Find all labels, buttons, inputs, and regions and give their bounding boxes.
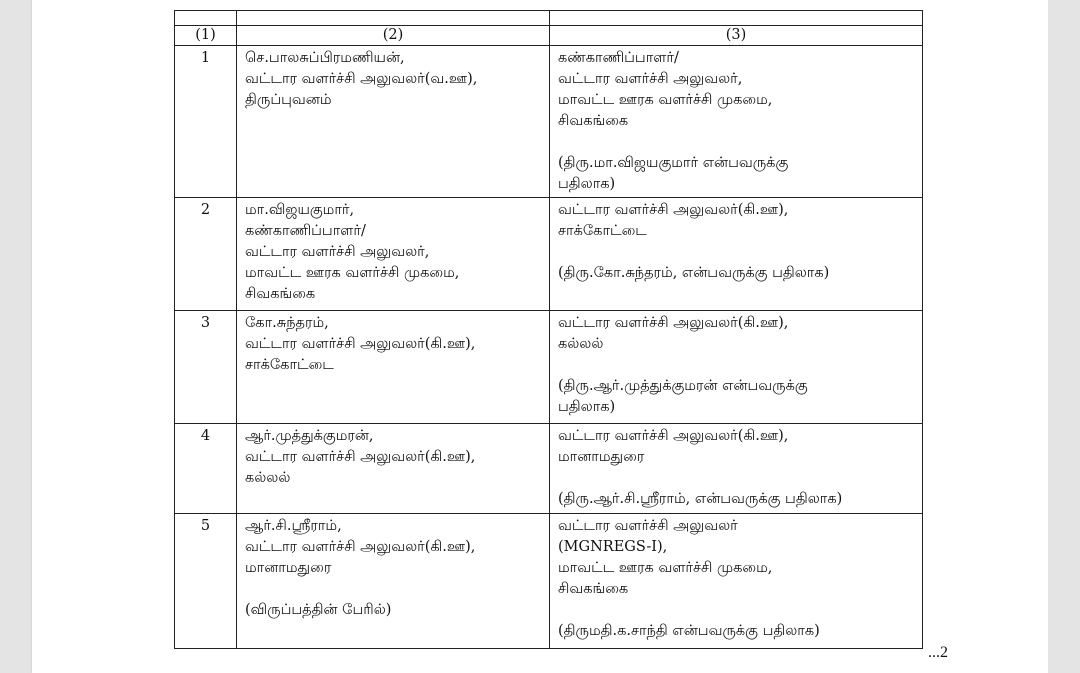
cell-line: (MGNREGS-I), [558, 539, 668, 555]
header-col-2: (2) [237, 26, 550, 46]
new-posting-cell [550, 46, 923, 198]
cell-line: மாவட்ட ஊரக வளர்ச்சி முகமை, [245, 265, 460, 281]
replacement-note: (திரு.ஆர்.முத்துக்குமரன் என்பவருக்கு [558, 378, 808, 394]
row-number: 5 [175, 514, 237, 649]
cell-line: வட்டார வளர்ச்சி அலுவலர்(கி.ஊ), [245, 539, 476, 555]
header-col-3: (3) [550, 26, 923, 46]
cell-line: வட்டார வளர்ச்சி அலுவலர்(கி.ஊ), [558, 315, 789, 331]
cell-line: வட்டார வளர்ச்சி அலுவலர், [558, 71, 743, 87]
cell-line: கோ.சுந்தரம், [245, 315, 329, 331]
row-number: 4 [175, 424, 237, 514]
row-number: 2 [175, 198, 237, 311]
header-col-1: (1) [175, 26, 237, 46]
cell-line: சிவகங்கை [245, 286, 316, 302]
cell-line: வட்டார வளர்ச்சி அலுவலர் [558, 518, 738, 534]
preference-note: (விருப்பத்தின் பேரில்) [245, 602, 392, 618]
row-number: 3 [175, 311, 237, 424]
cell-line: ஆர்.முத்துக்குமரன், [245, 428, 374, 444]
page-continuation-marker: ...2 [928, 644, 948, 661]
current-posting-cell [237, 46, 550, 198]
cell-line: வட்டார வளர்ச்சி அலுவலர், [245, 244, 430, 260]
table-row [175, 514, 923, 649]
table-row [175, 198, 923, 311]
cell-line: சிவகங்கை [558, 581, 629, 597]
cell-line: ஆர்.சி.ஸ்ரீராம், [245, 518, 342, 534]
new-posting-cell [550, 198, 923, 311]
cell-line: கல்லல் [558, 336, 604, 352]
viewer-margin-right [1048, 0, 1080, 673]
current-posting-cell [237, 424, 550, 514]
current-posting-cell [237, 198, 550, 311]
cell-line: சாக்கோட்டை [245, 357, 334, 373]
new-posting-cell [550, 311, 923, 424]
cell-line: மானாமதுரை [558, 449, 645, 465]
cell-line: மானாமதுரை [245, 560, 332, 576]
replacement-note: (திரு.கோ.சுந்தரம், என்பவருக்கு பதிலாக) [558, 265, 830, 281]
cell-line: வட்டார வளர்ச்சி அலுவலர்(கி.ஊ), [558, 202, 789, 218]
viewer-margin-left [0, 0, 32, 673]
cell-line: திருப்புவனம் [245, 92, 332, 108]
cell-line: செ.பாலசுப்பிரமணியன், [245, 50, 405, 66]
replacement-note: (திரு.மா.விஜயகுமார் என்பவருக்கு [558, 155, 789, 171]
table-header-row [175, 26, 923, 46]
replacement-note: (திரு.ஆர்.சி.ஸ்ரீராம், என்பவருக்கு பதிலாக) [558, 491, 843, 507]
table-row [175, 424, 923, 514]
cell-line: மாவட்ட ஊரக வளர்ச்சி முகமை, [558, 92, 773, 108]
replacement-note: பதிலாக) [558, 176, 616, 192]
cell-line: மா.விஜயகுமார், [245, 202, 355, 218]
new-posting-cell [550, 514, 923, 649]
cell-line: சிவகங்கை [558, 113, 629, 129]
replacement-note: (திருமதி.க.சாந்தி என்பவருக்கு பதிலாக) [558, 623, 820, 639]
table-row [175, 46, 923, 198]
cell-line: வட்டார வளர்ச்சி அலுவலர்(கி.ஊ), [558, 428, 789, 444]
replacement-note: பதிலாக) [558, 399, 616, 415]
cell-line: கண்காணிப்பாளர்/ [558, 50, 679, 66]
cell-line: கல்லல் [245, 470, 291, 486]
new-posting-cell [550, 424, 923, 514]
cell-line: சாக்கோட்டை [558, 223, 647, 239]
cell-line: வட்டார வளர்ச்சி அலுவலர்(கி.ஊ), [245, 449, 476, 465]
table-top-strip [175, 11, 923, 26]
cell-line: வட்டார வளர்ச்சி அலுவலர்(வ.ஊ), [245, 71, 478, 87]
table-row [175, 311, 923, 424]
cell-line: கண்காணிப்பாளர்/ [245, 223, 366, 239]
cell-line: மாவட்ட ஊரக வளர்ச்சி முகமை, [558, 560, 773, 576]
row-number: 1 [175, 46, 237, 198]
transfer-table [174, 10, 923, 649]
current-posting-cell [237, 514, 550, 649]
current-posting-cell [237, 311, 550, 424]
cell-line: வட்டார வளர்ச்சி அலுவலர்(கி.ஊ), [245, 336, 476, 352]
